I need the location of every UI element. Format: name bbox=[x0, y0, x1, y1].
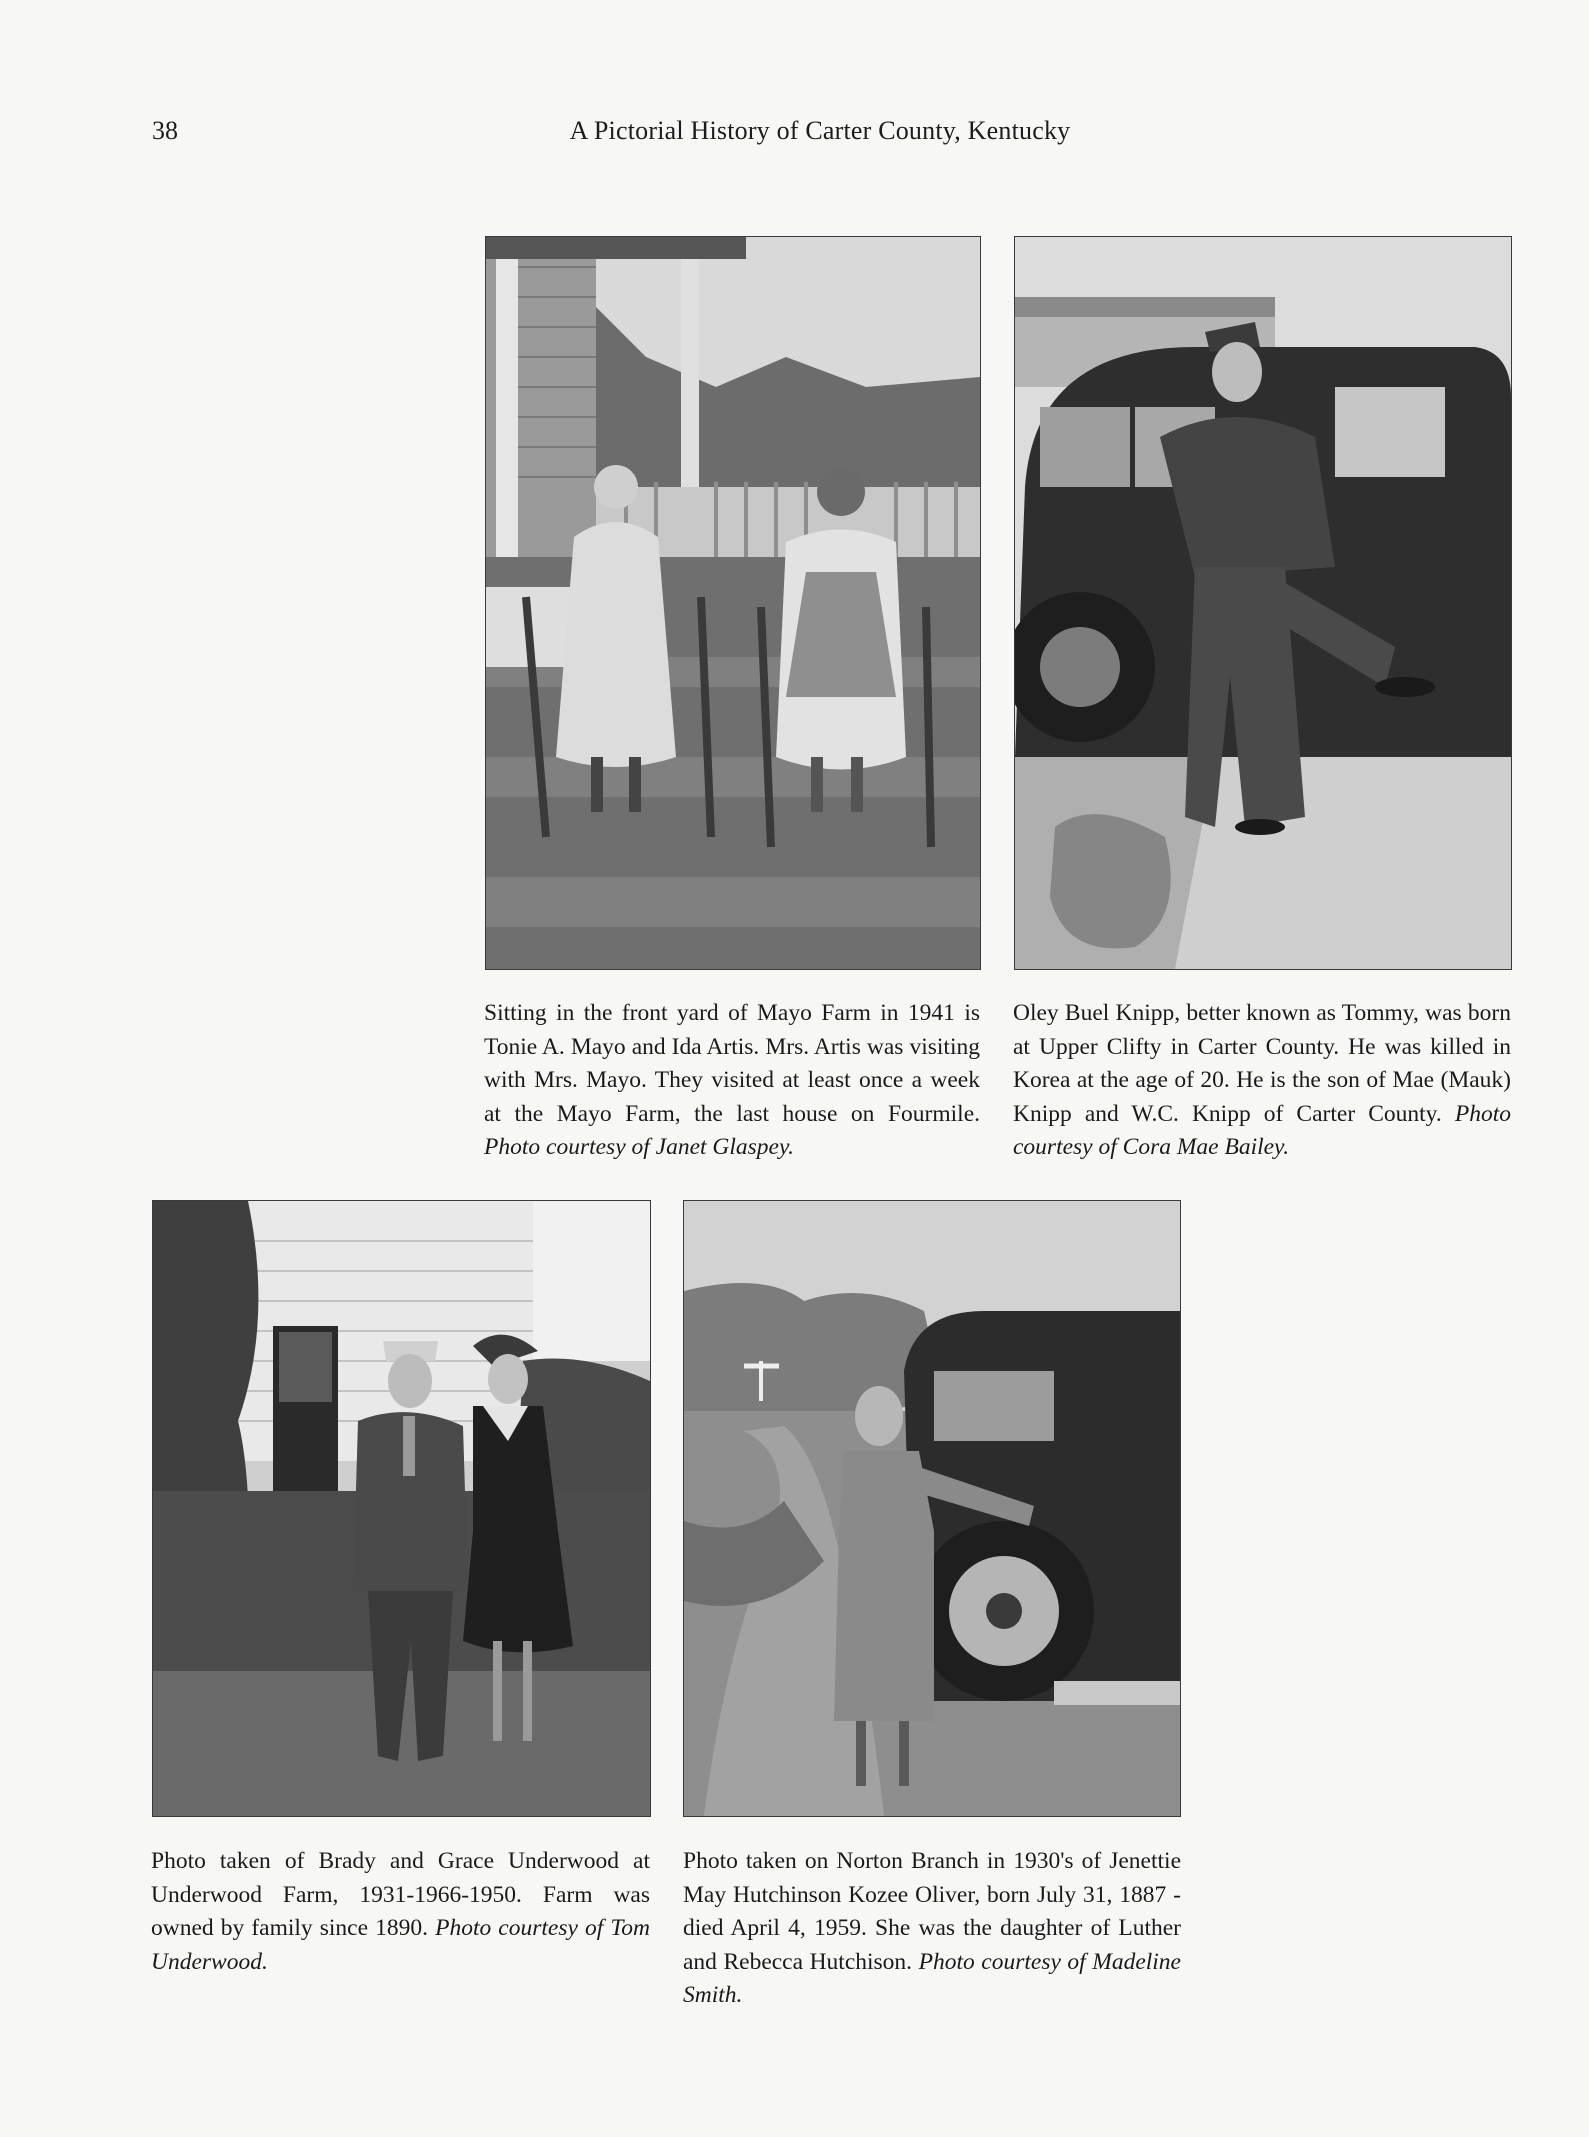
photo-oley-knipp bbox=[1014, 236, 1512, 970]
photo-underwood-farm bbox=[152, 1200, 651, 1817]
page-number: 38 bbox=[152, 116, 178, 145]
caption-oley-knipp-text: Oley Buel Knipp, better known as Tommy, was born at Upper Clifty in Carter County. He was killed in Korea at the age of 20. He is the son of Mae (Mauk) Knipp and W.C. Knipp of Carter County. bbox=[1013, 1000, 1511, 1127]
caption-underwood-farm-text: Photo taken of Brady and Grace Underwood at Underwood Farm, 1931-1966-1950. Farm was owned by family since 1890. bbox=[151, 1848, 650, 1941]
photo-mayo-farm bbox=[485, 236, 981, 970]
caption-underwood-farm bbox=[151, 1845, 650, 1979]
caption-mayo-farm-text: Sitting in the front yard of Mayo Farm in 1941 is Tonie A. Mayo and Ida Artis. Mrs. Artis was visiting with Mrs. Mayo. They visited at least once a week at the Mayo Farm, the last house on Fourmile. bbox=[484, 1000, 980, 1127]
running-head: A Pictorial History of Carter County, Kentucky bbox=[569, 116, 1071, 145]
caption-norton-branch bbox=[683, 1845, 1181, 2013]
credit-mayo-farm: Photo courtesy of Janet Glaspey. bbox=[484, 1134, 794, 1160]
credit-norton-branch: Photo courtesy of Madeline Smith. bbox=[683, 1948, 1181, 2008]
credit-underwood-farm: Photo courtesy of Tom Underwood. bbox=[151, 1915, 651, 1975]
photo-norton-branch bbox=[683, 1200, 1181, 1817]
caption-norton-branch-text: Photo taken on Norton Branch in 1930's of Jenettie May Hutchinson Kozee Oliver, born July 31, 1887 - died April 4, 1959. She was the daughter of Luther and Rebecca Hutchison. bbox=[683, 1848, 1181, 1975]
credit-oley-knipp: Photo courtesy of Cora Mae Bailey. bbox=[1013, 1100, 1512, 1160]
caption-mayo-farm bbox=[484, 997, 980, 1165]
caption-oley-knipp bbox=[1013, 997, 1511, 1165]
